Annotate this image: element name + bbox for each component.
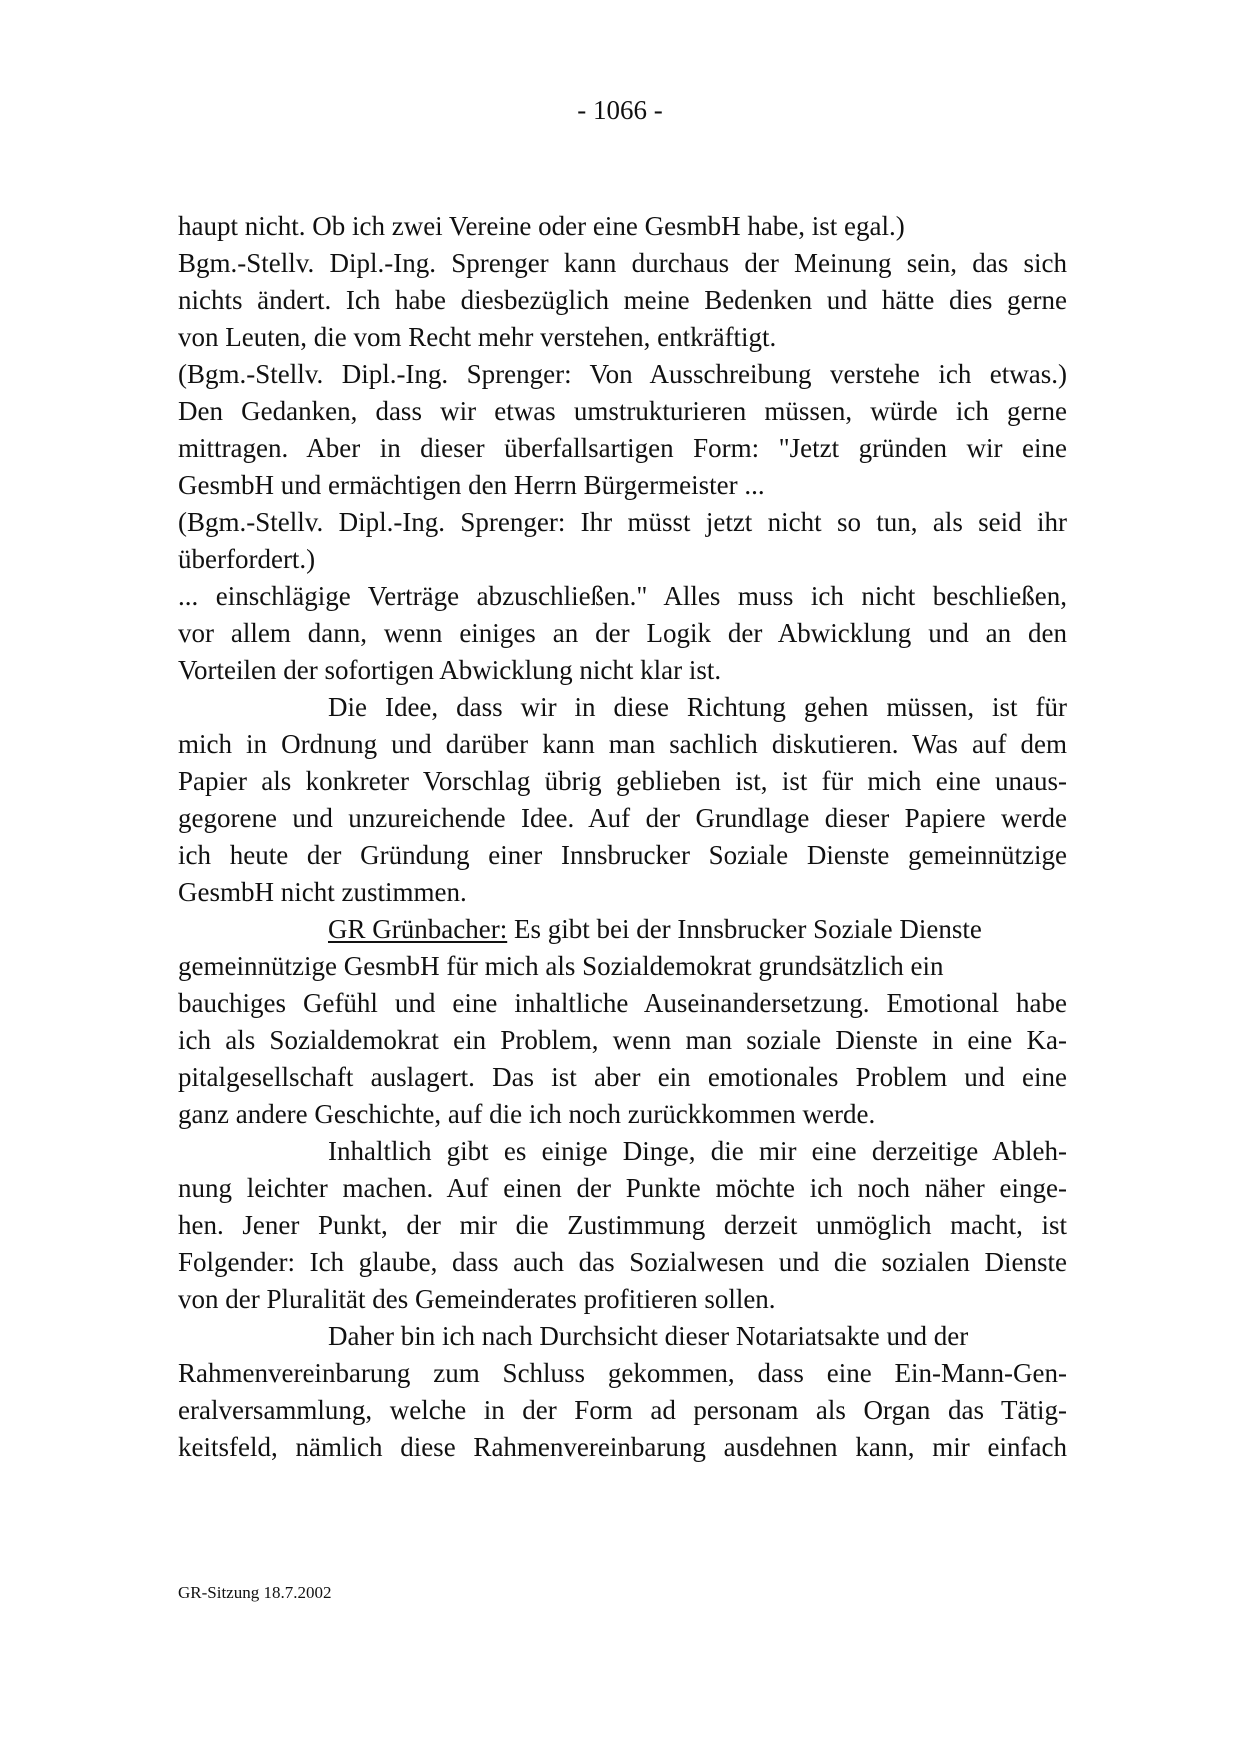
text-line: Papier als konkreter Vorschlag übrig geblieben ist, ist für mich eine unaus- — [178, 766, 1067, 796]
text-line: eralversammlung, welche in der Form ad personam als Organ das Tätig- — [178, 1395, 1067, 1425]
text-line: ... einschlägige Verträge abzuschließen." Alles muss ich nicht beschließen, — [178, 581, 1067, 611]
text-line: GesmbH und ermächtigen den Herrn Bürgermeister ... — [178, 470, 765, 500]
text-line: Folgender: Ich glaube, dass auch das Sozialwesen und die sozialen Dienste — [178, 1247, 1067, 1277]
paragraph-start-line: Inhaltlich gibt es einige Dinge, die mir eine derzeitige Ableh- — [328, 1136, 1067, 1166]
text-line: pitalgesellschaft auslagert. Das ist aber ein emotionales Problem und eine — [178, 1062, 1067, 1092]
page-number: - 1066 - — [577, 95, 663, 125]
speaker-text: Es gibt bei der Innsbrucker Soziale Dienste — [513, 914, 982, 944]
interjection-line: (Bgm.-Stellv. Dipl.-Ing. Sprenger: Von Ausschreibung verstehe ich etwas.) — [178, 359, 1067, 389]
paragraph-start-line: Die Idee, dass wir in diese Richtung gehen müssen, ist für — [328, 692, 1067, 722]
text-line: nichts ändert. Ich habe diesbezüglich meine Bedenken und hätte dies gerne — [178, 285, 1067, 315]
text-line: ich heute der Gründung einer Innsbrucker Soziale Dienste gemeinnützige — [178, 840, 1067, 870]
text-line: von Leuten, die vom Recht mehr verstehen, entkräftigt. — [178, 322, 777, 352]
interjection-line: überfordert.) — [178, 544, 316, 574]
text-line: mich in Ordnung und darüber kann man sachlich diskutieren. Was auf dem — [178, 729, 1067, 759]
text-line: vor allem dann, wenn einiges an der Logik der Abwicklung und an den — [178, 618, 1067, 648]
interjection-line: (Bgm.-Stellv. Dipl.-Ing. Sprenger: Ihr müsst jetzt nicht so tun, als seid ihr — [178, 507, 1067, 537]
text-line: von der Pluralität des Gemeinderates profitieren sollen. — [178, 1284, 776, 1314]
paragraph-start-line: Daher bin ich nach Durchsicht dieser Notariatsakte und der — [328, 1321, 969, 1351]
text-line: Den Gedanken, dass wir etwas umstrukturieren müssen, würde ich gerne — [178, 396, 1067, 426]
text-line: keitsfeld, nämlich diese Rahmenvereinbarung ausdehnen kann, mir einfach — [178, 1432, 1067, 1462]
text-line: bauchiges Gefühl und eine inhaltliche Auseinandersetzung. Emotional habe — [178, 988, 1067, 1018]
speaker-line — [178, 911, 1067, 948]
speaker-name: GR Grünbacher: — [328, 914, 508, 944]
document-body — [178, 208, 1067, 1466]
text-line: haupt nicht. Ob ich zwei Vereine oder eine GesmbH habe, ist egal.) — [178, 211, 905, 241]
text-line: ganz andere Geschichte, auf die ich noch zurückkommen werde. — [178, 1099, 876, 1129]
text-line: ich als Sozialdemokrat ein Problem, wenn man soziale Dienste in eine Ka- — [178, 1025, 1067, 1055]
text-line: Vorteilen der sofortigen Abwicklung nicht klar ist. — [178, 655, 722, 685]
text-line: Rahmenvereinbarung zum Schluss gekommen, dass eine Ein-Mann-Gen- — [178, 1358, 1067, 1388]
text-line: gegorene und unzureichende Idee. Auf der Grundlage dieser Papiere werde — [178, 803, 1067, 833]
text-line: mittragen. Aber in dieser überfallsartigen Form: "Jetzt gründen wir eine — [178, 433, 1067, 463]
footer-session-date: GR-Sitzung 18.7.2002 — [178, 1583, 332, 1602]
text-line: gemeinnützige GesmbH für mich als Sozialdemokrat grundsätzlich ein — [178, 951, 944, 981]
text-line: hen. Jener Punkt, der mir die Zustimmung derzeit unmöglich macht, ist — [178, 1210, 1067, 1240]
text-line: Bgm.-Stellv. Dipl.-Ing. Sprenger kann durchaus der Meinung sein, das sich — [178, 248, 1067, 278]
text-line: nung leichter machen. Auf einen der Punkte möchte ich noch näher einge- — [178, 1173, 1067, 1203]
text-line: GesmbH nicht zustimmen. — [178, 877, 467, 907]
